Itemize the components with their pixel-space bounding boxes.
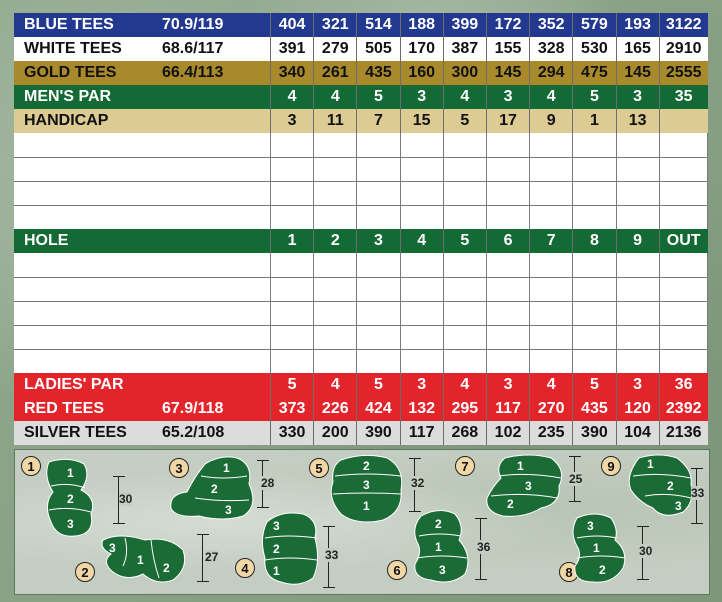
row-divider <box>14 205 708 206</box>
hole-cell: 3 <box>357 229 400 253</box>
hole-cell: 104 <box>617 421 660 445</box>
hole-cell: 17 <box>487 109 530 133</box>
hole-cell: 4 <box>530 373 573 397</box>
row-label: SILVER TEES <box>24 424 127 441</box>
hole-number-badge: 2 <box>75 562 95 582</box>
zone-label: 3 <box>525 479 532 493</box>
hole-cell: 390 <box>357 421 400 445</box>
hole-number-badge: 4 <box>235 558 255 578</box>
hole-cell: 1 <box>271 229 314 253</box>
row-label: HOLE <box>14 229 271 253</box>
score-total-cell[interactable] <box>660 253 708 373</box>
hole-cell: 5 <box>573 85 616 109</box>
zone-label: 1 <box>435 540 442 554</box>
hole-cell: 340 <box>271 61 314 85</box>
hole-cell: 3 <box>617 85 660 109</box>
zone-label: 3 <box>587 519 594 533</box>
course-rating-slope: 70.9/119 <box>154 13 271 37</box>
hole-cell: 145 <box>617 61 660 85</box>
hole-cell: 530 <box>573 37 616 61</box>
hole-cell: 321 <box>314 13 357 37</box>
hole-cell: 7 <box>530 229 573 253</box>
zone-label: 3 <box>273 519 280 533</box>
hole-cell: 404 <box>271 13 314 37</box>
zone-label: 2 <box>599 563 606 577</box>
hole-cell: 3 <box>271 109 314 133</box>
hole-cell: 3 <box>401 85 444 109</box>
score-cell[interactable] <box>314 253 357 373</box>
hole-number-badge: 8 <box>559 562 579 582</box>
row-label: RED TEES <box>24 400 105 417</box>
course-rating-slope: 66.4/113 <box>154 61 271 85</box>
green-hole-9 <box>587 450 709 530</box>
hole-cell: 435 <box>357 61 400 85</box>
zone-label: 2 <box>435 517 442 531</box>
row-divider <box>14 277 708 278</box>
hole-cell: 5 <box>271 373 314 397</box>
out-total-cell: 36 <box>674 376 693 393</box>
hole-cell: 5 <box>357 373 400 397</box>
hole-cell: 3 <box>617 373 660 397</box>
row-label: WHITE TEES <box>24 40 122 57</box>
depth-label: 33 <box>691 486 705 500</box>
out-total-cell: 35 <box>674 88 693 105</box>
hole-cell: 3 <box>487 85 530 109</box>
row-label: BLUE TEES <box>24 16 114 33</box>
score-cell[interactable] <box>487 253 530 373</box>
zone-label: 2 <box>211 482 218 496</box>
hole-cell: 117 <box>487 397 530 421</box>
hole-cell: 1 <box>573 109 616 133</box>
depth-label: 30 <box>639 544 653 558</box>
hole-cell: 5 <box>444 229 487 253</box>
row-divider <box>14 325 708 326</box>
hole-number-badge: 5 <box>309 458 329 478</box>
course-rating-slope: 67.9/118 <box>154 397 271 421</box>
zone-label: 1 <box>273 564 280 578</box>
hole-number-badge: 9 <box>601 456 621 476</box>
player-name-cell[interactable] <box>14 253 271 373</box>
hole-cell: 172 <box>487 13 530 37</box>
zone-label: 3 <box>363 478 370 492</box>
hole-number-badge: 6 <box>387 560 407 580</box>
hole-cell: 4 <box>314 373 357 397</box>
zone-label: 3 <box>109 541 116 555</box>
zone-label: 1 <box>137 553 144 567</box>
hole-cell: 200 <box>314 421 357 445</box>
hole-cell: 475 <box>573 61 616 85</box>
depth-label: 27 <box>205 550 219 564</box>
zone-label: 2 <box>507 497 514 511</box>
zone-label: 2 <box>273 542 280 556</box>
hole-number-badge: 7 <box>455 456 475 476</box>
hole-cell: 295 <box>444 397 487 421</box>
row-label: GOLD TEES <box>24 64 117 81</box>
out-total-cell: OUT <box>666 232 701 249</box>
hole-cell: 5 <box>573 373 616 397</box>
hole-cell: 235 <box>530 421 573 445</box>
depth-label: 30 <box>119 492 133 506</box>
out-total-cell: 2392 <box>665 400 702 417</box>
zone-label: 3 <box>439 563 446 577</box>
hole-cell: 15 <box>401 109 444 133</box>
green-diagrams <box>14 449 710 595</box>
hole-cell: 188 <box>401 13 444 37</box>
hole-cell: 160 <box>401 61 444 85</box>
hole-cell: 120 <box>617 397 660 421</box>
hole-cell: 279 <box>314 37 357 61</box>
row-handicap <box>14 109 708 133</box>
score-cell[interactable] <box>444 253 487 373</box>
hole-cell: 294 <box>530 61 573 85</box>
row-hole <box>14 229 708 253</box>
row-ladiespar <box>14 373 708 397</box>
hole-cell: 261 <box>314 61 357 85</box>
hole-cell: 579 <box>573 13 616 37</box>
hole-cell: 391 <box>271 37 314 61</box>
hole-cell: 300 <box>444 61 487 85</box>
hole-cell: 330 <box>271 421 314 445</box>
hole-cell: 5 <box>357 85 400 109</box>
zone-label: 1 <box>67 466 74 480</box>
hole-cell: 399 <box>444 13 487 37</box>
out-total-cell: 2555 <box>665 64 702 81</box>
hole-cell: 424 <box>357 397 400 421</box>
zone-label: 1 <box>223 461 230 475</box>
row-label: LADIES' PAR <box>14 373 271 397</box>
hole-cell: 514 <box>357 13 400 37</box>
out-total-cell: 3122 <box>665 16 702 33</box>
score-cell[interactable] <box>573 253 616 373</box>
zone-label: 2 <box>667 479 674 493</box>
zone-label: 1 <box>517 459 524 473</box>
out-total-cell <box>660 109 708 133</box>
hole-cell: 4 <box>444 85 487 109</box>
zone-label: 1 <box>593 541 600 555</box>
row-red <box>14 397 708 421</box>
row-divider <box>14 181 708 182</box>
score-cell[interactable] <box>617 253 660 373</box>
hole-cell: 4 <box>444 373 487 397</box>
zone-label: 3 <box>675 499 682 513</box>
hole-cell: 132 <box>401 397 444 421</box>
hole-number-badge: 1 <box>21 456 41 476</box>
row-white <box>14 37 708 61</box>
hole-cell: 155 <box>487 37 530 61</box>
hole-cell: 13 <box>617 109 660 133</box>
depth-label: 36 <box>477 540 491 554</box>
hole-cell: 9 <box>530 109 573 133</box>
depth-label: 25 <box>569 472 583 486</box>
hole-cell: 145 <box>487 61 530 85</box>
hole-cell: 4 <box>401 229 444 253</box>
row-divider <box>14 301 708 302</box>
row-silver <box>14 421 708 445</box>
hole-cell: 8 <box>573 229 616 253</box>
hole-cell: 435 <box>573 397 616 421</box>
hole-cell: 165 <box>617 37 660 61</box>
out-total-cell: 2136 <box>665 424 702 441</box>
course-rating-slope: 65.2/108 <box>154 421 271 445</box>
zone-label: 2 <box>67 492 74 506</box>
green-hole-2 <box>71 526 231 594</box>
hole-cell: 9 <box>617 229 660 253</box>
hole-cell: 5 <box>444 109 487 133</box>
zone-label: 1 <box>647 457 654 471</box>
row-label: MEN'S PAR <box>14 85 271 109</box>
course-rating-slope: 68.6/117 <box>154 37 271 61</box>
score-cell[interactable] <box>271 253 314 373</box>
hole-cell: 390 <box>573 421 616 445</box>
score-cell[interactable] <box>357 253 400 373</box>
hole-cell: 268 <box>444 421 487 445</box>
hole-cell: 328 <box>530 37 573 61</box>
score-cell[interactable] <box>530 253 573 373</box>
hole-cell: 4 <box>271 85 314 109</box>
zone-label: 2 <box>163 561 170 575</box>
out-total-cell: 2910 <box>665 40 702 57</box>
hole-cell: 352 <box>530 13 573 37</box>
score-entry-rows <box>14 253 708 373</box>
hole-number-badge: 3 <box>169 458 189 478</box>
zone-label: 3 <box>225 503 232 517</box>
hole-cell: 170 <box>401 37 444 61</box>
zone-label: 1 <box>363 499 370 513</box>
hole-cell: 6 <box>487 229 530 253</box>
row-menpar <box>14 85 708 109</box>
row-gold <box>14 61 708 85</box>
scorecard <box>14 13 708 445</box>
hole-cell: 387 <box>444 37 487 61</box>
hole-cell: 2 <box>314 229 357 253</box>
zone-label: 3 <box>67 517 74 531</box>
hole-cell: 505 <box>357 37 400 61</box>
hole-cell: 193 <box>617 13 660 37</box>
row-divider <box>14 157 708 158</box>
hole-cell: 3 <box>401 373 444 397</box>
hole-cell: 373 <box>271 397 314 421</box>
row-blue <box>14 13 708 37</box>
hole-cell: 7 <box>357 109 400 133</box>
hole-cell: 270 <box>530 397 573 421</box>
zone-label: 2 <box>363 459 370 473</box>
depth-label: 33 <box>325 548 339 562</box>
hole-cell: 4 <box>530 85 573 109</box>
depth-label: 28 <box>261 476 275 490</box>
row-label: HANDICAP <box>14 109 271 133</box>
score-cell[interactable] <box>401 253 444 373</box>
hole-cell: 226 <box>314 397 357 421</box>
hole-cell: 117 <box>401 421 444 445</box>
hole-cell: 11 <box>314 109 357 133</box>
hole-cell: 4 <box>314 85 357 109</box>
hole-cell: 3 <box>487 373 530 397</box>
hole-cell: 102 <box>487 421 530 445</box>
row-divider <box>14 349 708 350</box>
depth-label: 32 <box>411 476 425 490</box>
